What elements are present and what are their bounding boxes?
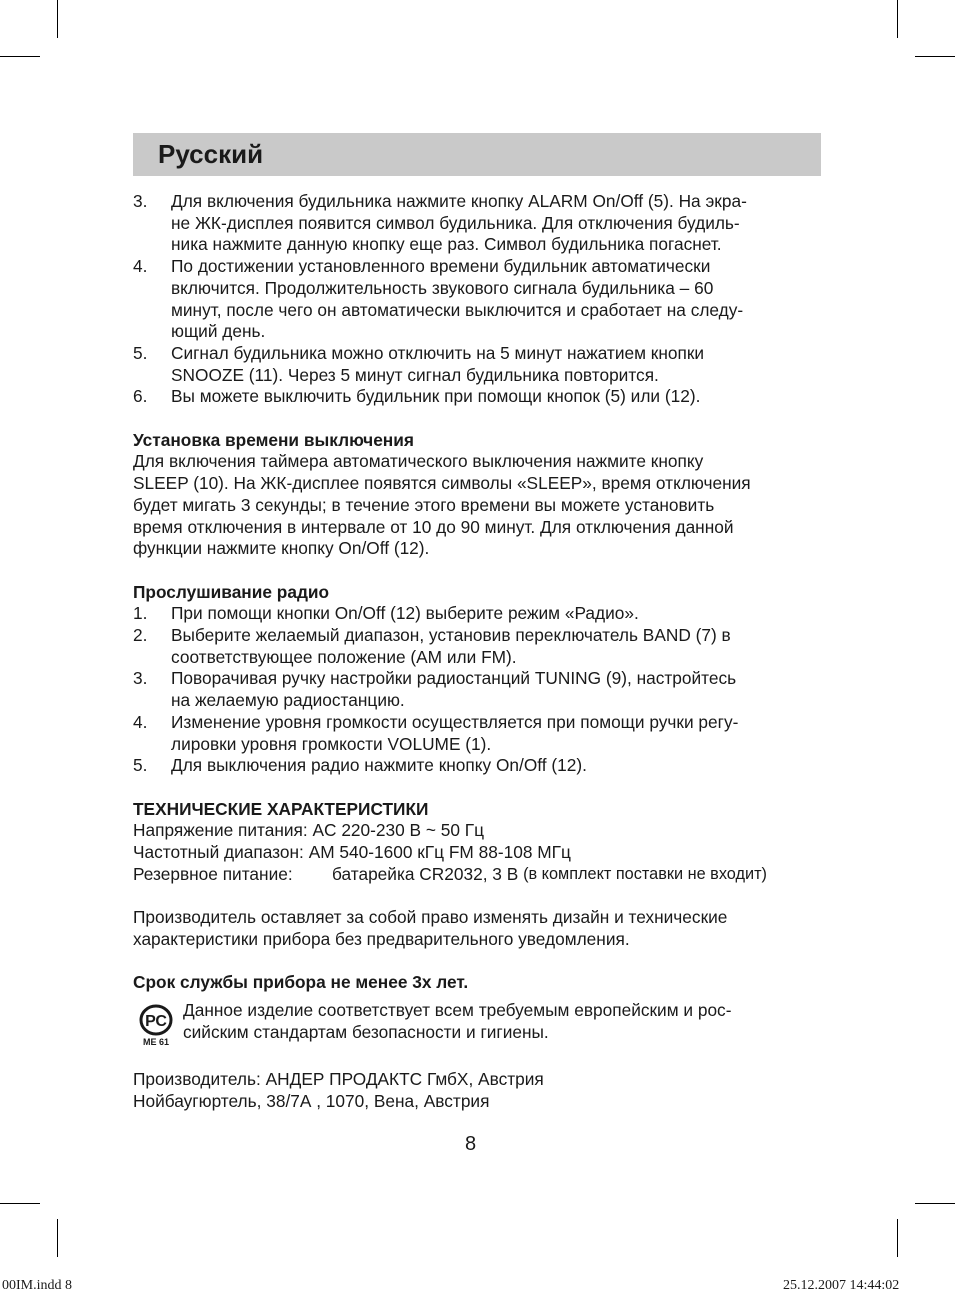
text-line: не ЖК-дисплея появится символ будильника. Для отключения будиль- — [171, 212, 740, 233]
sleep-timer-section — [133, 430, 823, 560]
certification-block — [133, 1000, 823, 1050]
list-item — [133, 343, 823, 386]
alarm-instructions-list — [133, 191, 823, 408]
list-number: 2. — [133, 625, 148, 646]
page-content — [133, 191, 823, 1112]
list-item — [133, 603, 823, 625]
text-line: Для включения таймера автоматического выключения нажмите кнопку — [133, 451, 704, 472]
crop-mark — [915, 56, 955, 57]
spec-value: AM 540-1600 кГц FM 88-108 МГц — [308, 842, 571, 863]
list-number: 4. — [133, 711, 148, 732]
spec-note: (в комплект поставки не входит) — [523, 864, 767, 883]
text-line: Для включения будильника нажмите кнопку ALARM On/Off (5). На экра- — [171, 191, 747, 211]
list-item — [133, 191, 823, 256]
list-item — [133, 625, 823, 668]
text-line: Нойбаугюртель, 38/7А , 1070, Вена, Австрия — [133, 1090, 490, 1111]
list-number: 3. — [133, 191, 148, 211]
rst-certification-logo — [133, 1000, 183, 1050]
text-line: время отключения в интервале от 10 до 90 минут. Для отключения данной — [133, 516, 734, 537]
text-line: SLEEP (10). На ЖК-дисплее появятся символы «SLEEP», время отключения — [133, 473, 751, 494]
list-item — [133, 712, 823, 755]
crop-mark — [897, 1219, 898, 1257]
page-title: Русский — [158, 139, 264, 169]
section-heading: Прослушивание радио — [133, 581, 330, 602]
service-life-note: Срок службы прибора не менее 3х лет. — [133, 972, 469, 993]
disclaimer — [133, 907, 823, 950]
list-number: 4. — [133, 256, 148, 277]
spec-label: Напряжение питания: — [133, 820, 308, 841]
text-line: характеристики прибора без предварительного уведомления. — [133, 928, 630, 949]
text-line: лировки уровня громкости VOLUME (1). — [171, 733, 492, 754]
crop-mark — [915, 1203, 955, 1204]
text-line: функции нажмите кнопку On/Off (12). — [133, 538, 430, 559]
section-heading: ТЕХНИЧЕСКИЕ ХАРАКТЕРИСТИКИ — [133, 798, 429, 819]
spec-label: Частотный диапазон: — [133, 842, 304, 863]
spec-value: батарейка CR2032, 3 В — [332, 863, 519, 884]
text-line: Производитель: АНДЕР ПРОДАКТС ГмбХ, Австрия — [133, 1068, 544, 1089]
text-line: ющий день. — [171, 321, 266, 342]
text-line: Вы можете выключить будильник при помощи кнопок (5) или (12). — [171, 386, 701, 407]
language-header-bar — [133, 133, 821, 176]
spec-row — [133, 864, 823, 886]
slug-file-info: 00IM.indd 8 — [2, 1278, 72, 1293]
text-line: включится. Продолжительность звукового сигнала будильника – 60 — [171, 277, 714, 298]
text-line: соответствующее положение (AM или FM). — [171, 646, 517, 667]
text-line: SNOOZE (11). Через 5 минут сигнал будильника повторится. — [171, 364, 659, 385]
text-line: сийским стандартам безопасности и гигиены. — [183, 1021, 549, 1042]
section-heading: Установка времени выключения — [133, 429, 414, 450]
text-line: Поворачивая ручку настройки радиостанций TUNING (9), настройтесь — [171, 668, 737, 689]
list-item — [133, 668, 823, 711]
logo-mark-text: РС — [145, 1012, 167, 1030]
text-line: Выберите желаемый диапазон, установив переключатель BAND (7) в — [171, 625, 731, 646]
list-number: 1. — [133, 603, 148, 624]
list-number: 6. — [133, 386, 148, 407]
crop-mark — [897, 0, 898, 38]
crop-mark — [57, 0, 58, 38]
text-line: Данное изделие соответствует всем требуемым европейским и рос- — [183, 999, 732, 1020]
spec-row — [133, 842, 823, 864]
text-line: минут, после чего он автоматически выключится и сработает на следу- — [171, 299, 744, 320]
slug-timestamp: 25.12.2007 14:44:02 — [783, 1278, 900, 1293]
manufacturer-info — [133, 1069, 823, 1112]
spec-row — [133, 820, 823, 842]
logo-code-text: МЕ 61 — [142, 1036, 170, 1047]
spec-value: AC 220-230 В ~ 50 Гц — [312, 820, 485, 841]
list-item — [133, 386, 823, 408]
text-line: По достижении установленного времени будильник автоматически — [171, 256, 711, 277]
list-item — [133, 755, 823, 777]
list-number: 5. — [133, 342, 148, 363]
crop-mark — [57, 1219, 58, 1257]
crop-mark — [0, 56, 40, 57]
text-line: Изменение уровня громкости осуществляется при помощи ручки регу- — [171, 711, 739, 732]
radio-section — [133, 582, 823, 777]
text-line: Сигнал будильника можно отключить на 5 минут нажатием кнопки — [171, 342, 705, 363]
list-number: 5. — [133, 755, 148, 776]
specifications-section — [133, 799, 823, 886]
text-line: на желаемую радиостанцию. — [171, 690, 405, 711]
text-line: При помощи кнопки On/Off (12) выберите режим «Радио». — [171, 603, 639, 624]
text-line: будет мигать 3 секунды; в течение этого времени вы можете установить — [133, 494, 715, 515]
text-line: Для выключения радио нажмите кнопку On/Off (12). — [171, 755, 587, 776]
crop-mark — [0, 1203, 40, 1204]
text-line: ника нажмите данную кнопку еще раз. Символ будильника погаснет. — [171, 234, 722, 255]
list-number: 3. — [133, 668, 148, 689]
page-number: 8 — [465, 1133, 477, 1155]
list-item — [133, 256, 823, 343]
text-line: Производитель оставляет за собой право изменять дизайн и технические — [133, 907, 728, 928]
spec-label: Резервное питание: — [133, 863, 293, 884]
